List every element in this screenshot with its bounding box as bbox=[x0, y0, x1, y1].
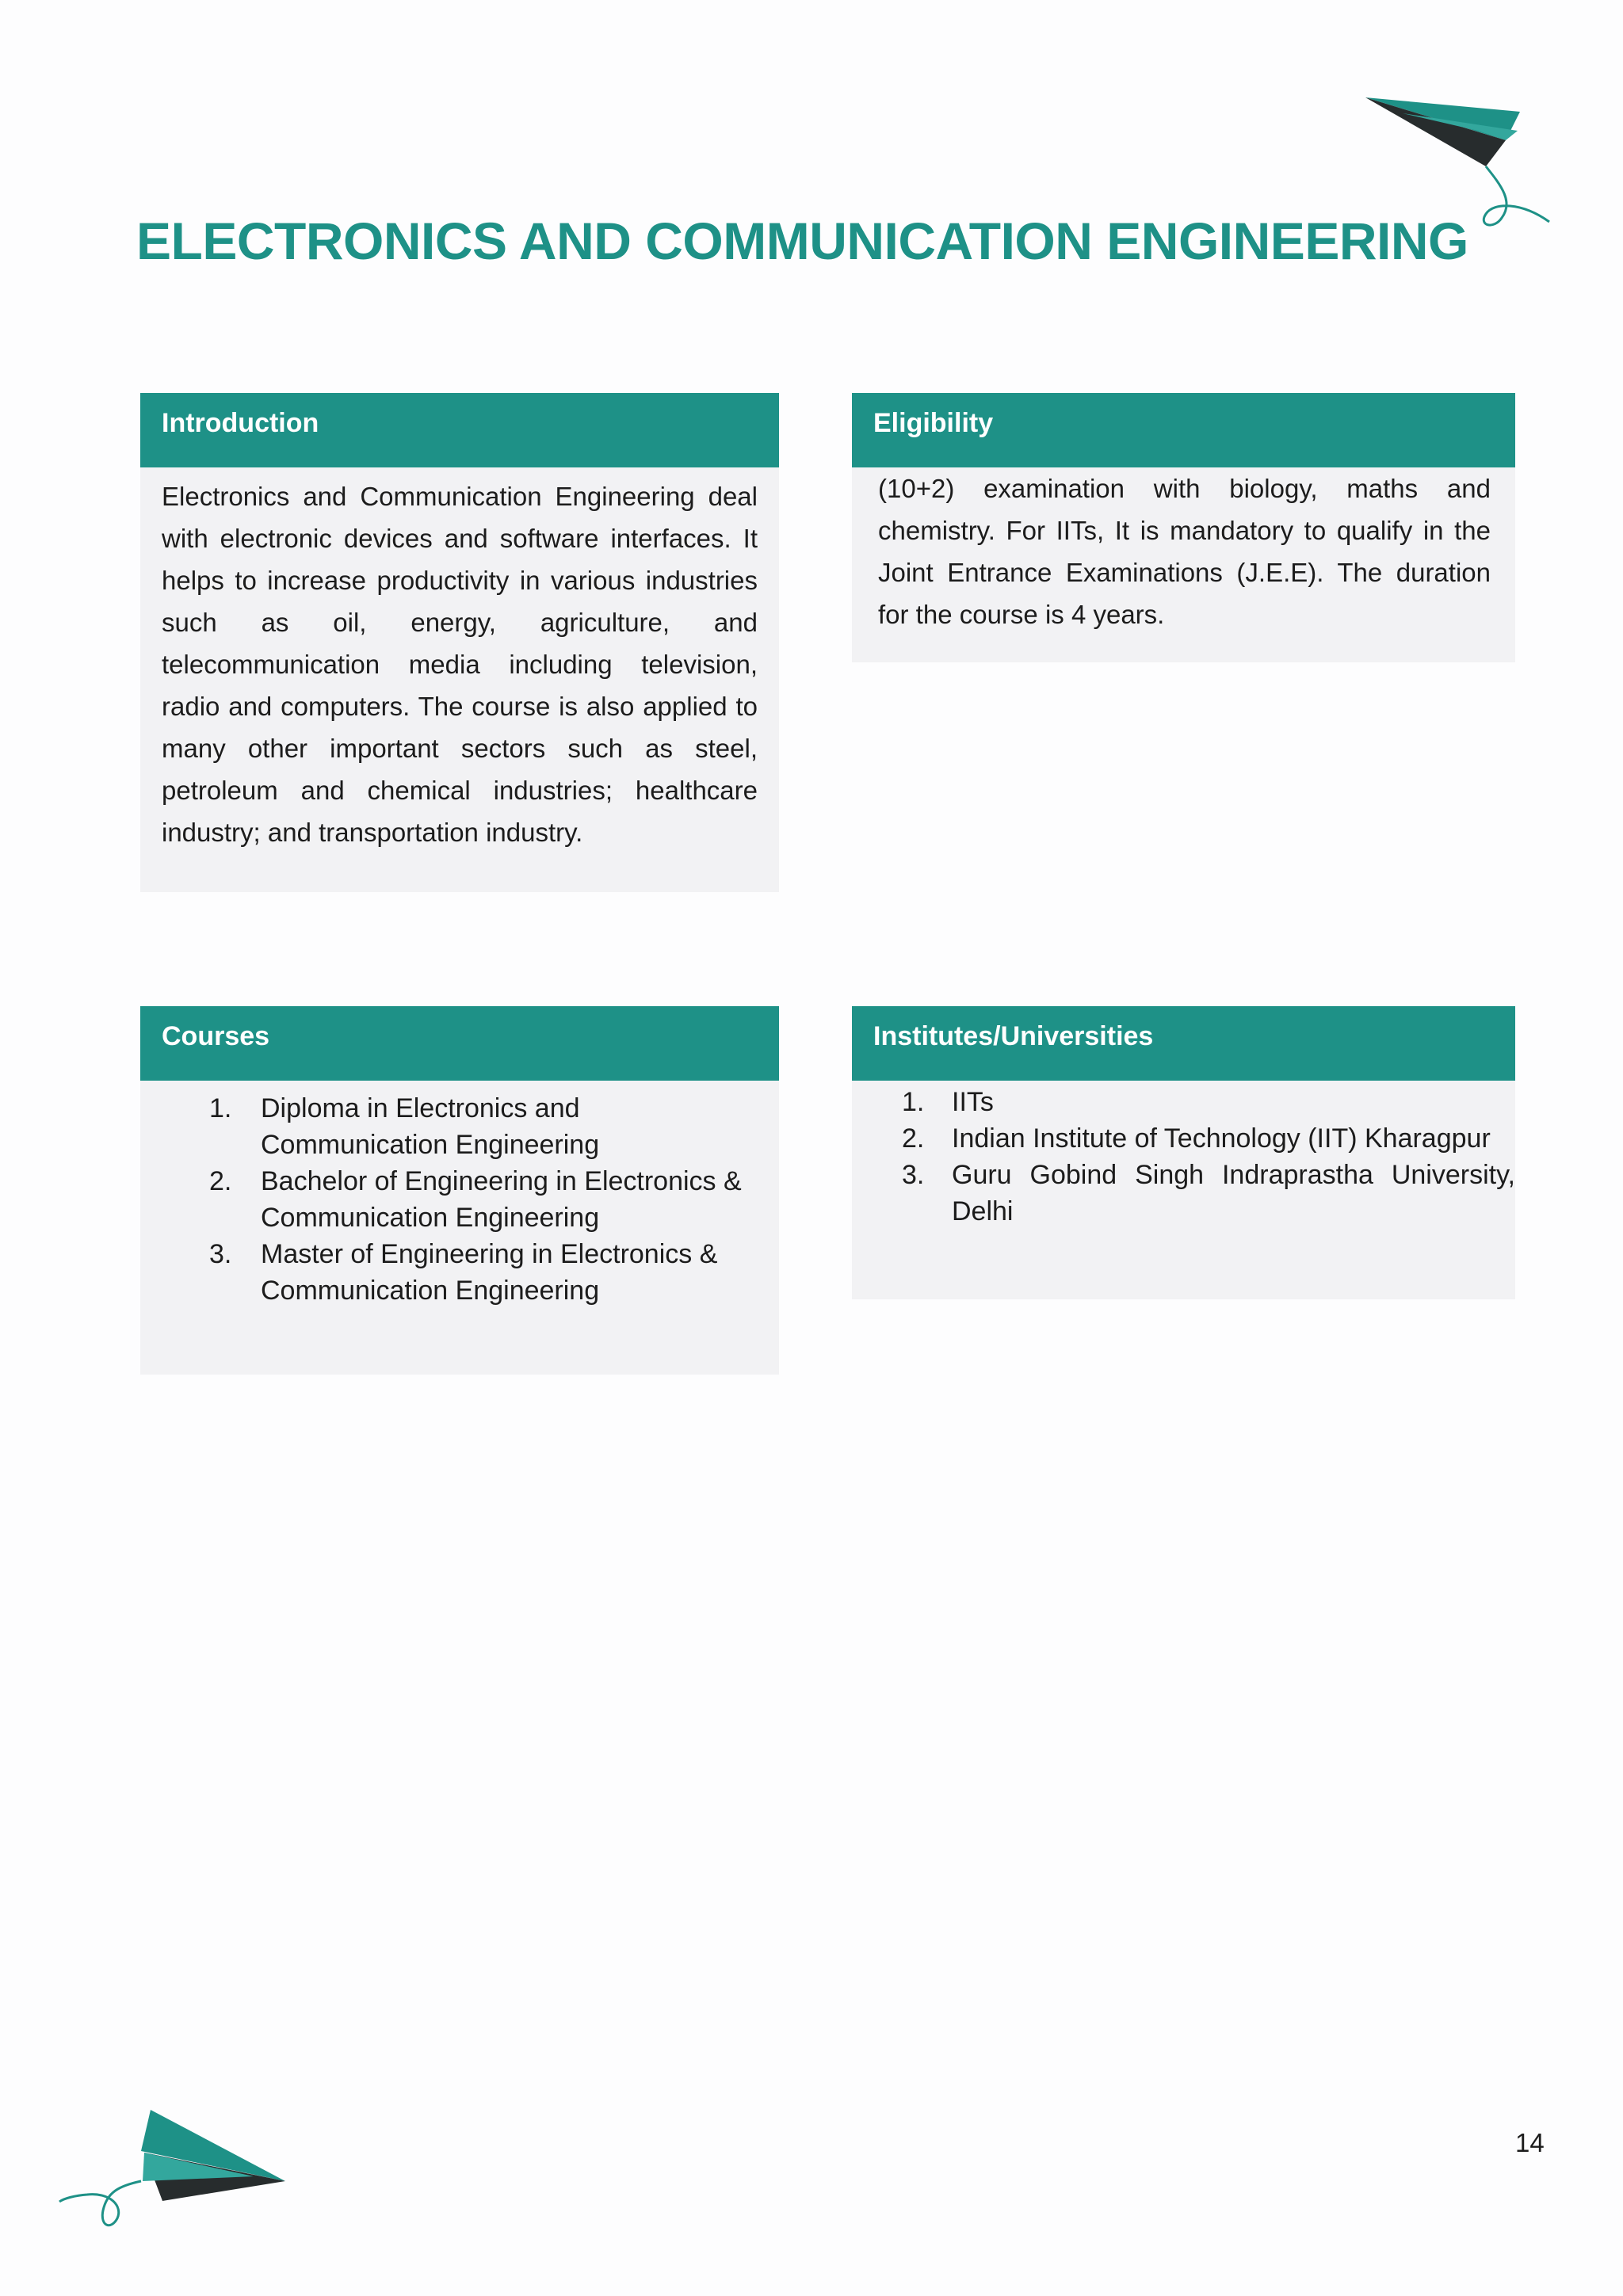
course-master: Master of Engineering in Electronics & Communication Engineering bbox=[261, 1239, 718, 1306]
list-item-number: 3. bbox=[209, 1239, 232, 1269]
institutes-card bbox=[852, 1006, 1515, 1299]
institute-iit-kharagpur: Indian Institute of Technology (IIT) Kharagpur bbox=[952, 1123, 1491, 1154]
introduction-card bbox=[140, 393, 779, 892]
introduction-text: Electronics and Communication Engineering deal with electronic devices and software interfaces. It helps to increase productivity in various industries such as oil, energy, agriculture, and telecommunication media including television, radio and computers. The course is also applied to many other important sectors such as steel, petroleum and chemical industries; healthcare industry; and transportation industry. bbox=[162, 482, 758, 847]
list-item bbox=[209, 1090, 755, 1163]
list-item-number: 1. bbox=[209, 1093, 232, 1123]
introduction-heading: Introduction bbox=[140, 393, 779, 467]
list-item-number: 2. bbox=[209, 1166, 232, 1196]
institute-iits: IITs bbox=[952, 1087, 994, 1117]
eligibility-card bbox=[852, 393, 1515, 662]
course-bachelor: Bachelor of Engineering in Electronics & Communication Engineering bbox=[261, 1166, 742, 1233]
list-item-number: 2. bbox=[902, 1123, 925, 1154]
list-item-number: 3. bbox=[902, 1160, 925, 1190]
course-diploma: Diploma in Electronics and Communication Engineering bbox=[261, 1093, 600, 1160]
institute-ggsipu: Guru Gobind Singh Indraprastha University, Delhi bbox=[952, 1160, 1515, 1226]
list-item bbox=[902, 1084, 1515, 1120]
list-item bbox=[209, 1163, 755, 1236]
courses-list bbox=[140, 1081, 779, 1309]
institutes-heading: Institutes/Universities bbox=[852, 1006, 1515, 1081]
courses-heading: Courses bbox=[140, 1006, 779, 1081]
eligibility-text: (10+2) examination with biology, maths and chemistry. For IITs, It is mandatory to qualify in the Joint Entrance Examinations (J.E.E). The duration for the course is 4 years. bbox=[878, 474, 1491, 629]
page-title: ELECTRONICS AND COMMUNICATION ENGINEERING bbox=[136, 212, 1468, 270]
page-number: 14 bbox=[1515, 2128, 1545, 2157]
list-item bbox=[209, 1236, 755, 1309]
institutes-list bbox=[852, 1081, 1515, 1230]
eligibility-heading: Eligibility bbox=[852, 393, 1515, 467]
list-item bbox=[902, 1157, 1515, 1230]
list-item-number: 1. bbox=[902, 1087, 925, 1117]
paper-plane-icon bbox=[55, 2103, 293, 2254]
list-item bbox=[902, 1120, 1515, 1157]
courses-card bbox=[140, 1006, 779, 1375]
